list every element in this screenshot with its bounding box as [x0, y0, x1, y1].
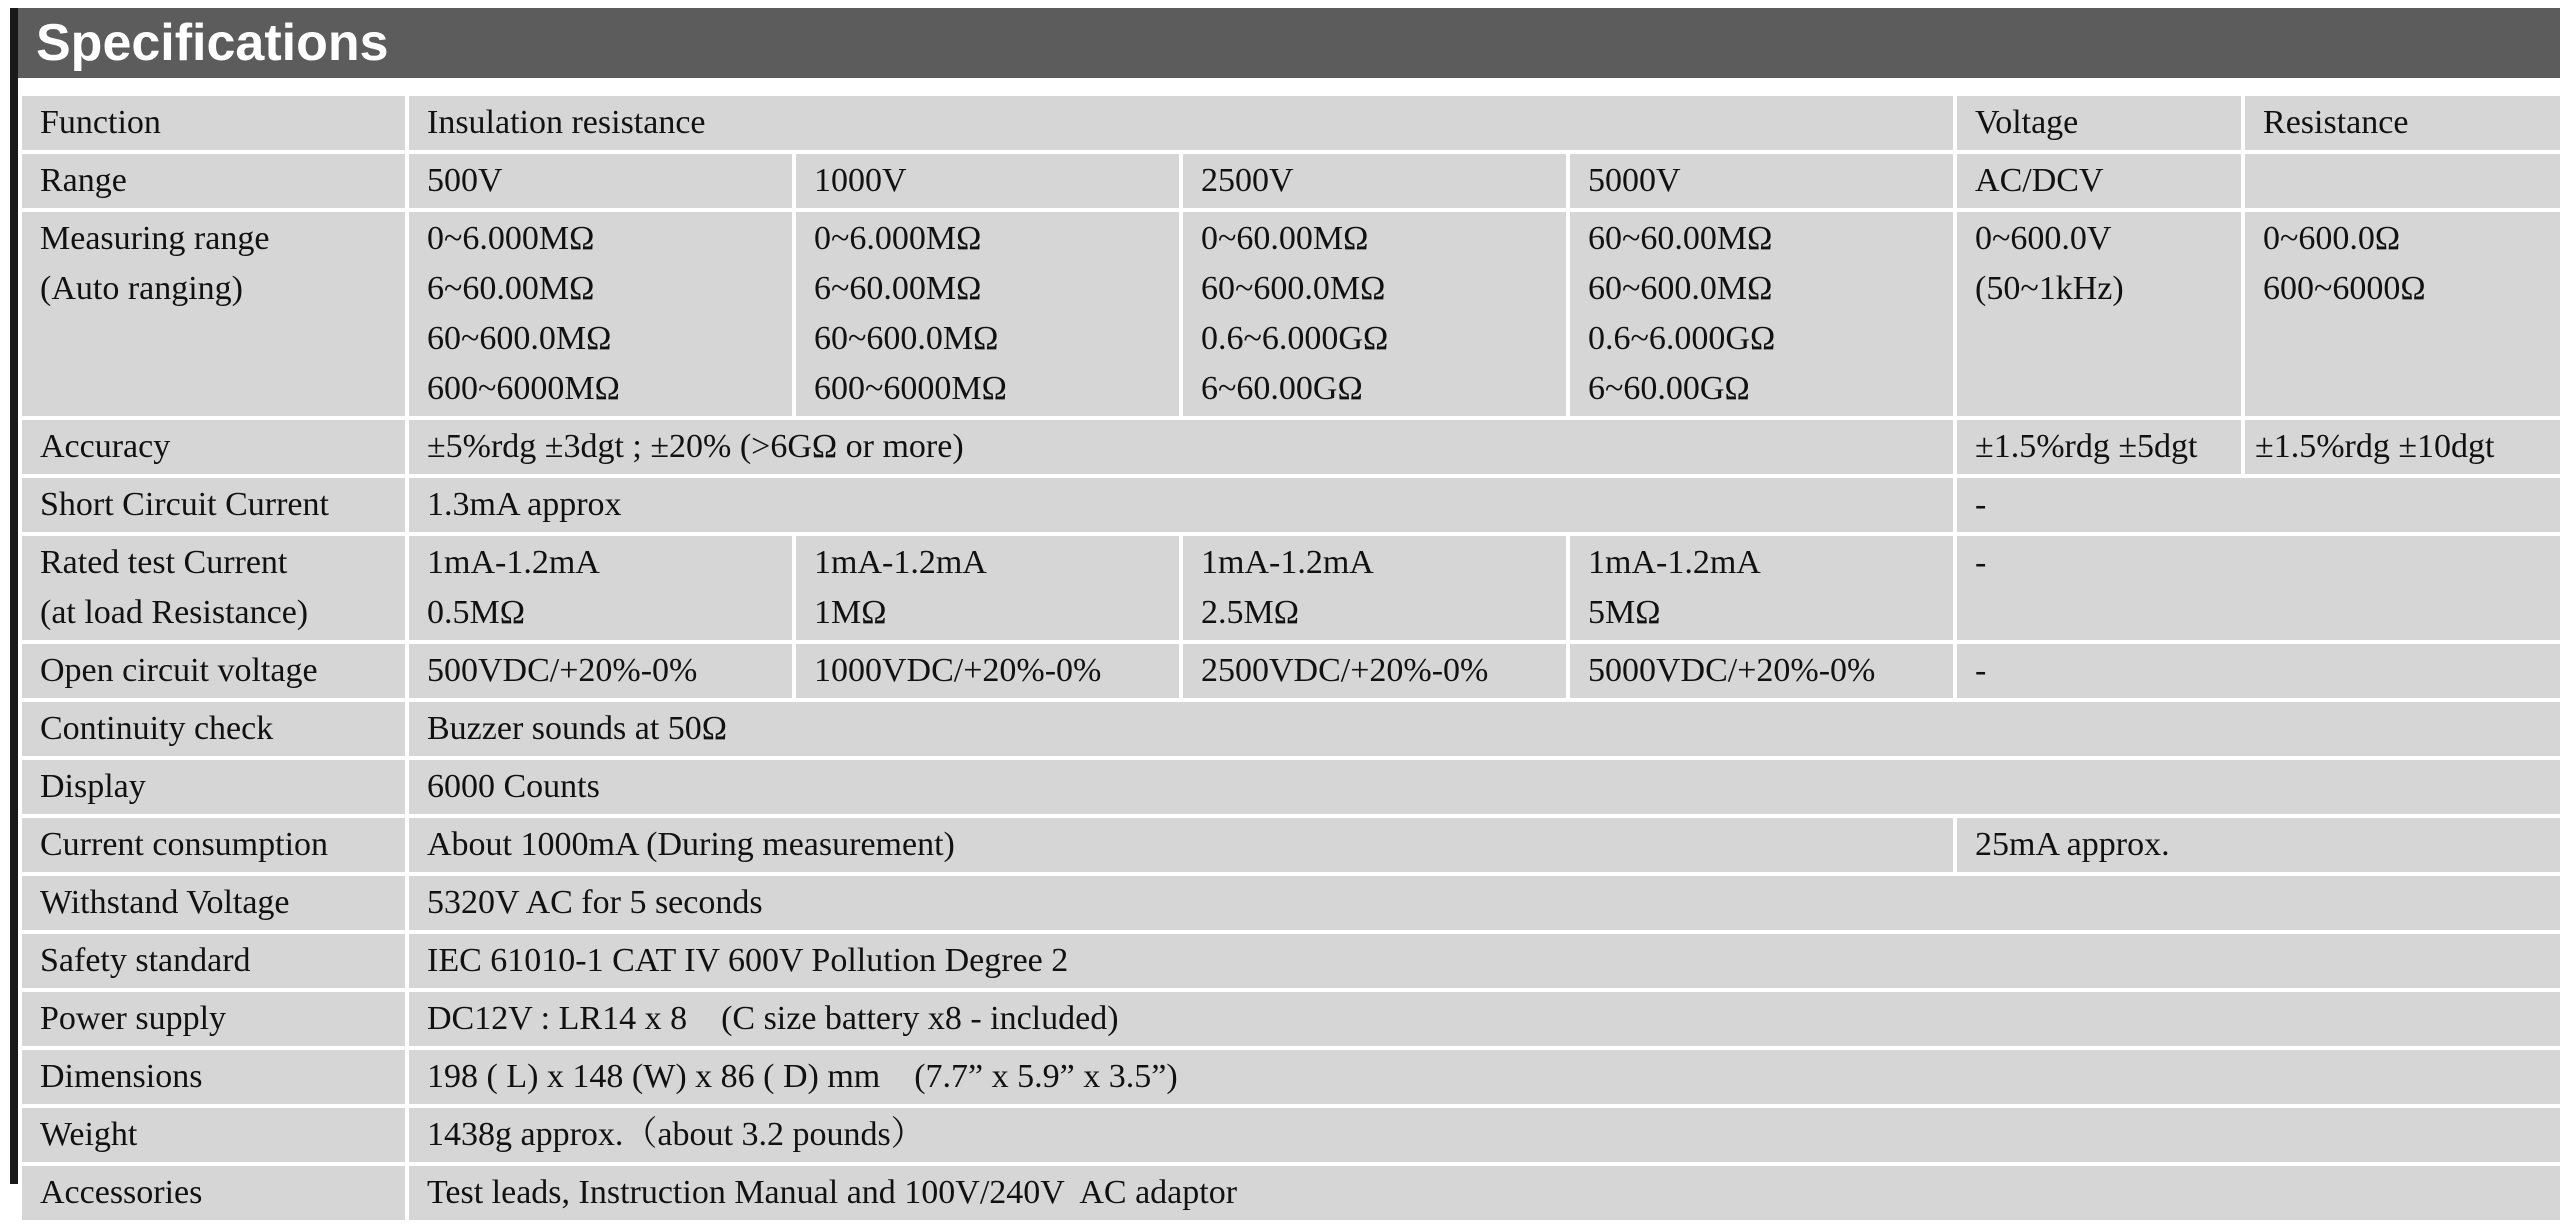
- cell-rated-1000: [794, 534, 1181, 642]
- cell-line: 0~60.00MΩ: [1201, 220, 1369, 257]
- cell-display: 6000 Counts: [407, 758, 2560, 816]
- specifications-sheet: [10, 8, 2560, 1211]
- cell-measuring-resistance: [2243, 210, 2560, 418]
- cell-range-resistance: [2243, 152, 2560, 210]
- table-row: [20, 700, 2560, 758]
- cell-short-circuit-other: -: [1955, 476, 2560, 534]
- cell-line: 0~600.0Ω: [2263, 220, 2401, 257]
- row-label: Range: [20, 152, 407, 210]
- cell-withstand: 5320V AC for 5 seconds: [407, 874, 2560, 932]
- cell-line: 1mA-1.2mA: [814, 544, 987, 581]
- table-row: [20, 932, 2560, 990]
- cell-line: 600~6000MΩ: [427, 370, 620, 407]
- cell-open-2500: 2500VDC/+20%-0%: [1181, 642, 1568, 700]
- cell-line: (50~1kHz): [1975, 270, 2124, 307]
- cell-open-other: -: [1955, 642, 2560, 700]
- row-label: Dimensions: [20, 1048, 407, 1106]
- cell-insulation-header: Insulation resistance: [407, 94, 1955, 152]
- cell-line: 0.6~6.000GΩ: [1201, 320, 1389, 357]
- cell-dimensions: 198 ( L) x 148 (W) x 86 ( D) mm (7.7” x 5.9” x 3.5”): [407, 1048, 2560, 1106]
- cell-line: 5MΩ: [1588, 594, 1661, 631]
- cell-short-circuit-insulation: 1.3mA approx: [407, 476, 1955, 534]
- cell-line: 0.5MΩ: [427, 594, 525, 631]
- table-row: [20, 1106, 2560, 1164]
- cell-rated-500: [407, 534, 794, 642]
- cell-line: 0~600.0V: [1975, 220, 2112, 257]
- row-label: Open circuit voltage: [20, 642, 407, 700]
- cell-line: 60~600.0MΩ: [1201, 270, 1386, 307]
- cell-line: 60~600.0MΩ: [814, 320, 999, 357]
- cell-line: 6~60.00GΩ: [1201, 370, 1363, 407]
- cell-safety: IEC 61010-1 CAT IV 600V Pollution Degree 2: [407, 932, 2560, 990]
- cell-range-500: 500V: [407, 152, 794, 210]
- cell-range-2500: 2500V: [1181, 152, 1568, 210]
- cell-line: 60~60.00MΩ: [1588, 220, 1773, 257]
- table-row: [20, 642, 2560, 700]
- cell-range-5000: 5000V: [1568, 152, 1955, 210]
- row-label: Withstand Voltage: [20, 874, 407, 932]
- row-label: Safety standard: [20, 932, 407, 990]
- table-row: [20, 874, 2560, 932]
- cell-rated-2500: [1181, 534, 1568, 642]
- cell-line: 0~6.000MΩ: [427, 220, 595, 257]
- cell-line: 2.5MΩ: [1201, 594, 1299, 631]
- table-row: [20, 94, 2560, 152]
- cell-accuracy-resistance: ±1.5%rdg ±10dgt: [2243, 418, 2560, 476]
- cell-accuracy-voltage: ±1.5%rdg ±5dgt: [1955, 418, 2243, 476]
- cell-measuring-2500: [1181, 210, 1568, 418]
- row-label: Power supply: [20, 990, 407, 1048]
- table-row: [20, 418, 2560, 476]
- cell-accuracy-insulation: ±5%rdg ±3dgt ; ±20% (>6GΩ or more): [407, 418, 1955, 476]
- page-title: Specifications: [18, 8, 2560, 78]
- row-label: Weight: [20, 1106, 407, 1164]
- cell-measuring-500: [407, 210, 794, 418]
- cell-continuity: Buzzer sounds at 50Ω: [407, 700, 2560, 758]
- cell-range-1000: 1000V: [794, 152, 1181, 210]
- cell-power: DC12V : LR14 x 8 (C size battery x8 - included): [407, 990, 2560, 1048]
- row-label: Short Circuit Current: [20, 476, 407, 534]
- cell-line: 0~6.000MΩ: [814, 220, 982, 257]
- cell-line: 6~60.00MΩ: [814, 270, 982, 307]
- row-label: [20, 534, 407, 642]
- cell-range-voltage: AC/DCV: [1955, 152, 2243, 210]
- table-row: [20, 476, 2560, 534]
- cell-line: 1MΩ: [814, 594, 887, 631]
- row-label-line: Rated test Current: [40, 544, 288, 581]
- row-label-line: (Auto ranging): [40, 270, 244, 307]
- row-label: Current consumption: [20, 816, 407, 874]
- table-row: [20, 816, 2560, 874]
- cell-rated-other: -: [1955, 534, 2560, 642]
- row-label-line: Measuring range: [40, 220, 270, 257]
- specifications-table: [18, 92, 2560, 1224]
- table-row: [20, 1048, 2560, 1106]
- cell-measuring-5000: [1568, 210, 1955, 418]
- table-row: [20, 534, 2560, 642]
- cell-weight: 1438g approx.（about 3.2 pounds）: [407, 1106, 2560, 1164]
- cell-line: 6~60.00GΩ: [1588, 370, 1750, 407]
- cell-line: 600~6000Ω: [2263, 270, 2426, 307]
- cell-consumption-insulation: About 1000mA (During measurement): [407, 816, 1955, 874]
- cell-voltage-header: Voltage: [1955, 94, 2243, 152]
- cell-consumption-other: 25mA approx.: [1955, 816, 2560, 874]
- row-label: Continuity check: [20, 700, 407, 758]
- cell-resistance-header: Resistance: [2243, 94, 2560, 152]
- cell-measuring-voltage: [1955, 210, 2243, 418]
- table-row: [20, 152, 2560, 210]
- cell-line: 60~600.0MΩ: [1588, 270, 1773, 307]
- cell-line: 1mA-1.2mA: [1588, 544, 1761, 581]
- cell-measuring-1000: [794, 210, 1181, 418]
- row-label: Display: [20, 758, 407, 816]
- cell-line: 6~60.00MΩ: [427, 270, 595, 307]
- table-row: [20, 758, 2560, 816]
- table-row: [20, 1164, 2560, 1222]
- table-row: [20, 210, 2560, 418]
- cell-rated-5000: [1568, 534, 1955, 642]
- cell-line: 0.6~6.000GΩ: [1588, 320, 1776, 357]
- row-label: Accuracy: [20, 418, 407, 476]
- cell-open-500: 500VDC/+20%-0%: [407, 642, 794, 700]
- cell-accessories: Test leads, Instruction Manual and 100V/240V AC adaptor: [407, 1164, 2560, 1222]
- table-row: [20, 990, 2560, 1048]
- row-label-line: (at load Resistance): [40, 594, 309, 631]
- cell-open-5000: 5000VDC/+20%-0%: [1568, 642, 1955, 700]
- cell-line: 60~600.0MΩ: [427, 320, 612, 357]
- row-label: [20, 210, 407, 418]
- cell-line: 1mA-1.2mA: [1201, 544, 1374, 581]
- row-label: Function: [20, 94, 407, 152]
- row-label: Accessories: [20, 1164, 407, 1222]
- cell-open-1000: 1000VDC/+20%-0%: [794, 642, 1181, 700]
- cell-line: 1mA-1.2mA: [427, 544, 600, 581]
- cell-line: 600~6000MΩ: [814, 370, 1007, 407]
